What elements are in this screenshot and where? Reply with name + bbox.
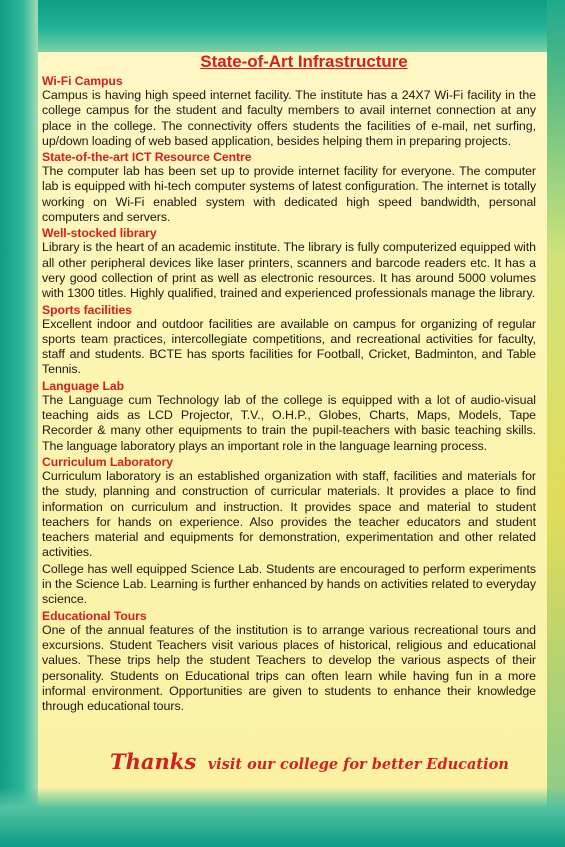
section-ict (42, 150, 536, 225)
section-paragraph: The Language cum Technology lab of the college is equipped with a lot of audio-visual teaching aids as LCD Projector, T.V., O.H.P., Globes, Charts, Maps, Models, Tape Recorder & many other equipments to train the pupil-teachers with basic teaching skills. The language laboratory plays an important role in the language learning process. (42, 392, 536, 453)
section-paragraph: Campus is having high speed internet facility. The institute has a 24X7 Wi-Fi facility in the college campus for the student and faculty members to avail internet connection at any place in the college. The connectivity offers students the facilities of e-mail, net surfing, up/down loading of web based application, besides helping them in preparing projects. (42, 88, 536, 148)
section-educational-tours (42, 609, 536, 715)
section-heading: Wi-Fi Campus (42, 74, 123, 88)
thanks-text: Thanks (110, 749, 197, 774)
section-paragraph: Library is the heart of an academic institute. The library is fully computerized equipped with all other peripheral devices like laser printers, scanners and barcode readers etc. It has a very good collection of print as well as electronic resources. It has around 5000 volumes with 1300 titles. Highly qualified, trained and experienced professionals manage the library. (42, 240, 536, 301)
section-language-lab (42, 379, 536, 454)
section-heading: Educational Tours (42, 608, 147, 623)
section-paragraph: One of the annual features of the institution is to arrange various recreational tours and excursions. Student Teachers visit various places of historical, religious and educational values. These trips help the student Teachers to develop the various aspects of their personality. Students on Educational trips can often learn while having fun in a more informal environment. Opportunities are given to students to enhance their knowledge through educational tours. (42, 622, 536, 714)
bottom-decorative-band (0, 787, 565, 847)
section-paragraph: College has well equipped Science Lab. Students are encouraged to perform experiments in the Science Lab. Learning is further enhanced by hands on activities related to everyday science. (42, 561, 536, 607)
section-library (42, 226, 536, 301)
right-decorative-band (547, 0, 565, 847)
tagline-text: visit our college for better Education (207, 756, 509, 773)
section-paragraph: Excellent indoor and outdoor facilities are available on campus for organizing of regular sports team practices, intercollegiate competitions, and recreational activities for faculty, staff and students. BCTE has sports facilities for Football, Cricket, Badminton, and Table Tennis. (42, 316, 536, 377)
top-decorative-band (0, 0, 565, 52)
section-heading: Well-stocked library (42, 226, 157, 241)
section-heading: Language Lab (42, 378, 125, 393)
section-wifi (42, 74, 536, 149)
closing-message (110, 749, 530, 774)
section-sports (42, 303, 536, 378)
section-paragraph: Curriculum laboratory is an established organization with staff, facilities and materials for the study, planning and construction of curricular materials. It provides a place to find information on curriculum and instruction. It provides space and material to student teachers for hands on experience. Also provides the teacher educators and student teachers material and equipments for demonstration, experimentation and other related activities. (42, 468, 536, 560)
section-heading: Sports facilities (42, 302, 132, 317)
section-curriculum-lab (42, 455, 536, 608)
section-heading: State-of-the-art ICT Resource Centre (42, 150, 252, 165)
section-heading: Curriculum Laboratory (42, 454, 174, 469)
section-paragraph: The computer lab has been set up to provide internet facility for everyone. The computer lab is equipped with hi-tech computer systems of latest configuration. The internet is totally working on Wi-Fi enabled system with dedicated high speed bandwidth, personal computers and servers. (42, 164, 536, 225)
page-title: State-of-Art Infrastructure (200, 52, 408, 71)
left-decorative-band (0, 0, 38, 847)
content-area (42, 52, 536, 715)
